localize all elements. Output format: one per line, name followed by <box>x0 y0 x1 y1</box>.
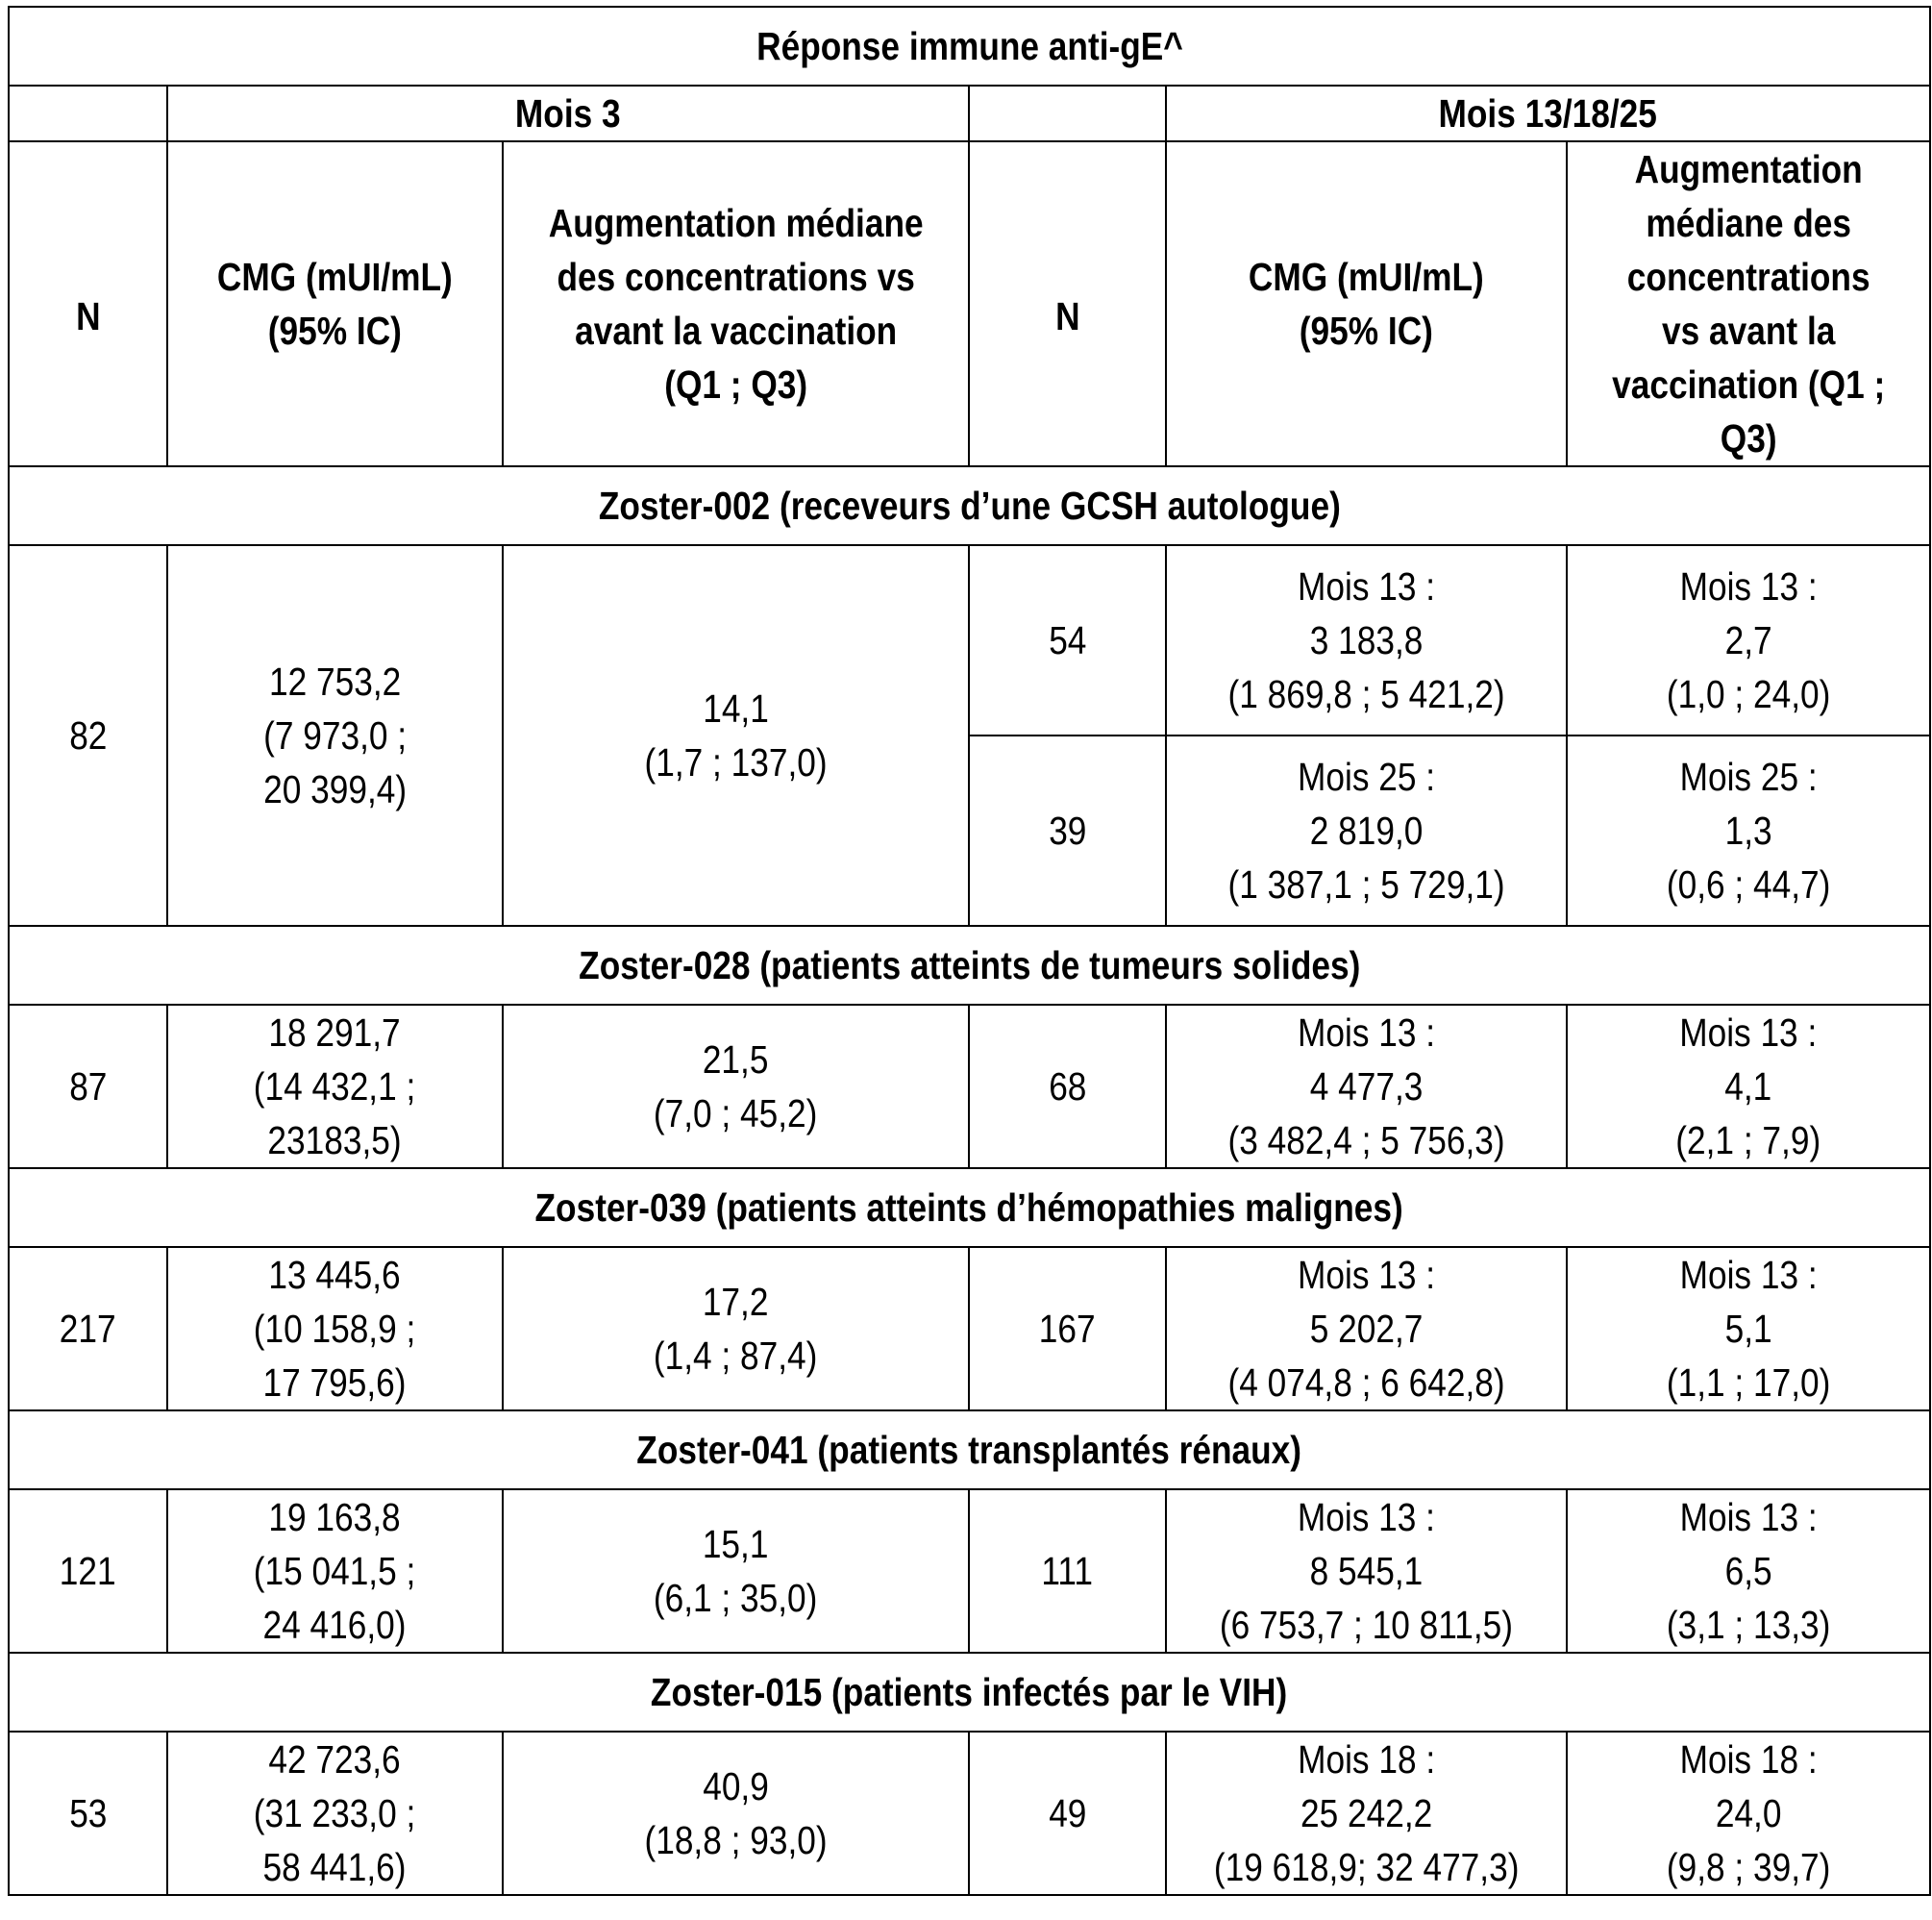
section-row <box>9 1653 1930 1732</box>
cell-n-later: 167 <box>969 1247 1166 1410</box>
table-row <box>9 1005 1930 1168</box>
cell-fold-later: Mois 13 : 6,5 (3,1 ; 13,3) <box>1567 1489 1930 1653</box>
table-row <box>9 1489 1930 1653</box>
cell-fold-later: Mois 13 : 4,1 (2,1 ; 7,9) <box>1567 1005 1930 1168</box>
header-cmg-month3: CMG (mUI/mL) (95% IC) <box>167 141 503 466</box>
header-cmg-later: CMG (mUI/mL) (95% IC) <box>1166 141 1567 466</box>
cell-n-later: 111 <box>969 1489 1166 1653</box>
header-n-later: N <box>969 141 1166 466</box>
section-title: Zoster-015 (patients infectés par le VIH) <box>9 1653 1930 1732</box>
cell-n-month3: 87 <box>9 1005 167 1168</box>
header-fold-later: Augmentation médiane des concentrations vs avant la vaccination (Q1 ; Q3) <box>1567 141 1930 466</box>
period-month-3: Mois 3 <box>167 86 969 141</box>
section-title: Zoster-041 (patients transplantés rénaux) <box>9 1410 1930 1489</box>
cell-cmg-month3: 42 723,6 (31 233,0 ; 58 441,6) <box>167 1732 503 1895</box>
header-n-month3: N <box>9 141 167 466</box>
cell-cmg-later: Mois 13 : 8 545,1 (6 753,7 ; 10 811,5) <box>1166 1489 1567 1653</box>
cell-n-later: 68 <box>969 1005 1166 1168</box>
cell-n-later: 39 <box>969 736 1166 926</box>
section-title: Zoster-002 (receveurs d’une GCSH autologue) <box>9 466 1930 545</box>
cell-cmg-month3: 19 163,8 (15 041,5 ; 24 416,0) <box>167 1489 503 1653</box>
cell-n-month3: 121 <box>9 1489 167 1653</box>
title-row <box>9 7 1930 86</box>
cell-n-later: 49 <box>969 1732 1166 1895</box>
cell-fold-later: Mois 25 : 1,3 (0,6 ; 44,7) <box>1567 736 1930 926</box>
cell-cmg-month3: 13 445,6 (10 158,9 ; 17 795,6) <box>167 1247 503 1410</box>
cell-n-month3: 53 <box>9 1732 167 1895</box>
cell-fold-later: Mois 13 : 5,1 (1,1 ; 17,0) <box>1567 1247 1930 1410</box>
cell-fold-month3: 40,9 (18,8 ; 93,0) <box>503 1732 969 1895</box>
table-row <box>9 545 1930 736</box>
section-row <box>9 926 1930 1005</box>
cell-cmg-later: Mois 13 : 5 202,7 (4 074,8 ; 6 642,8) <box>1166 1247 1567 1410</box>
section-title: Zoster-039 (patients atteints d’hémopathies malignes) <box>9 1168 1930 1247</box>
cell-cmg-later: Mois 25 : 2 819,0 (1 387,1 ; 5 729,1) <box>1166 736 1567 926</box>
section-title: Zoster-028 (patients atteints de tumeurs solides) <box>9 926 1930 1005</box>
period-row <box>9 86 1930 141</box>
cell-fold-later: Mois 18 : 24,0 (9,8 ; 39,7) <box>1567 1732 1930 1895</box>
table-row <box>9 1732 1930 1895</box>
period-blank-left <box>9 86 167 141</box>
cell-cmg-later: Mois 18 : 25 242,2 (19 618,9; 32 477,3) <box>1166 1732 1567 1895</box>
table-row <box>9 1247 1930 1410</box>
header-fold-month3: Augmentation médiane des concentrations vs avant la vaccination (Q1 ; Q3) <box>503 141 969 466</box>
section-row <box>9 466 1930 545</box>
cell-fold-month3: 14,1 (1,7 ; 137,0) <box>503 545 969 926</box>
cell-cmg-month3: 18 291,7 (14 432,1 ; 23183,5) <box>167 1005 503 1168</box>
cell-cmg-later: Mois 13 : 3 183,8 (1 869,8 ; 5 421,2) <box>1166 545 1567 736</box>
cell-cmg-later: Mois 13 : 4 477,3 (3 482,4 ; 5 756,3) <box>1166 1005 1567 1168</box>
period-month-13-18-25: Mois 13/18/25 <box>1166 86 1930 141</box>
cell-n-month3: 82 <box>9 545 167 926</box>
immune-response-table <box>8 6 1931 1896</box>
period-blank-mid <box>969 86 1166 141</box>
cell-n-month3: 217 <box>9 1247 167 1410</box>
section-row <box>9 1410 1930 1489</box>
cell-fold-month3: 21,5 (7,0 ; 45,2) <box>503 1005 969 1168</box>
cell-fold-month3: 15,1 (6,1 ; 35,0) <box>503 1489 969 1653</box>
cell-fold-month3: 17,2 (1,4 ; 87,4) <box>503 1247 969 1410</box>
cell-n-later: 54 <box>969 545 1166 736</box>
column-header-row <box>9 141 1930 466</box>
section-row <box>9 1168 1930 1247</box>
cell-cmg-month3: 12 753,2 (7 973,0 ; 20 399,4) <box>167 545 503 926</box>
table-title: Réponse immune anti-gE^ <box>9 7 1930 86</box>
cell-fold-later: Mois 13 : 2,7 (1,0 ; 24,0) <box>1567 545 1930 736</box>
